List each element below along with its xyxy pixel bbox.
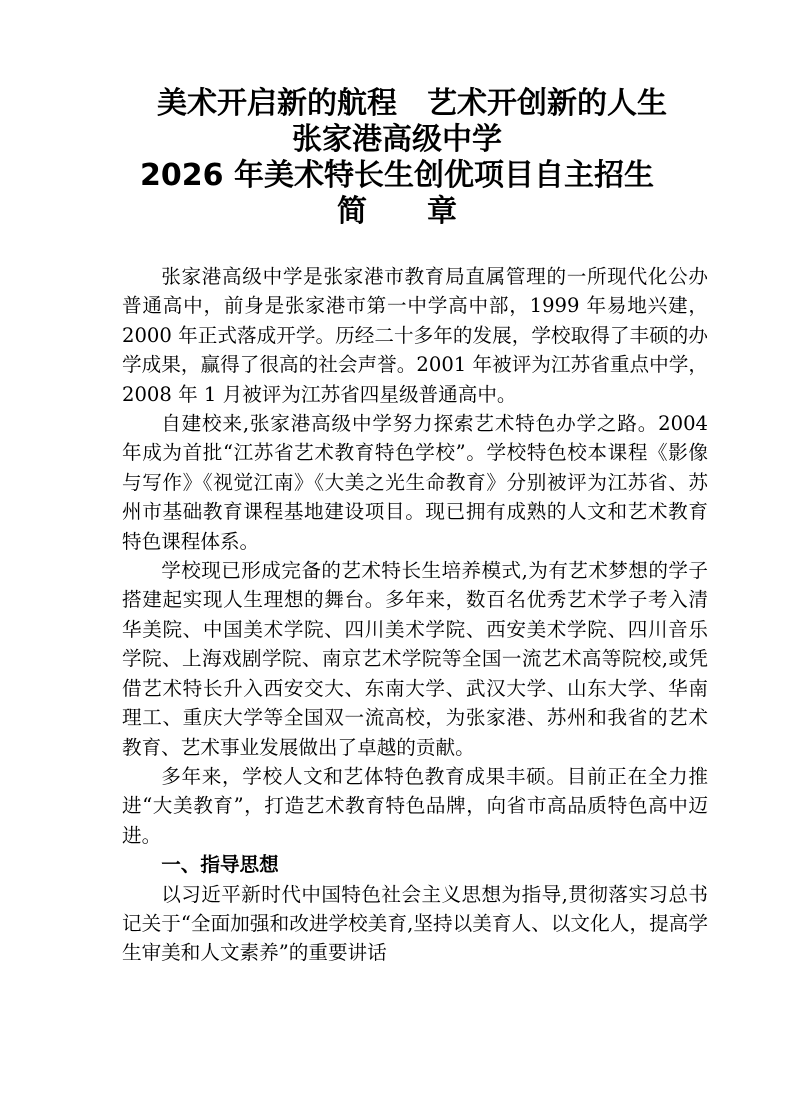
section-heading-guiding-ideology: 一、指导思想 (161, 853, 279, 877)
brochure-title: 简 章 (337, 194, 457, 229)
training-model-paragraph: 学校现已形成完备的艺术特长生培养模式,为有艺术梦想的学子搭建起实现人生理想的舞台。多年来，数百名优秀艺术学子考入清华美院、中国美术学院、四川美术学院、西安美术学院、四川音乐学院、上海戏剧学院、南京艺术学院等全国一流艺术高等院校,或凭借艺术特长升入西安交大、东南大学、武汉大学、山东大学、华南理工、重庆大学等全国双一流高校，为张家港、苏州和我省的艺术教育、艺术事业发展做出了卓越的贡献。 (122, 559, 708, 759)
school-name-title: 张家港高级中学 (292, 122, 502, 157)
document-body (122, 262, 708, 968)
slogan-title: 美术开启新的航程 艺术开创新的人生 (157, 86, 667, 121)
intro-paragraph: 张家港高级中学是张家港市教育局直属管理的一所现代化公办普通高中，前身是张家港市第一中学高中部，1999 年易地兴建，2000 年正式落成开学。历经二十多年的发展，学校取得了丰硕的办学成果，赢得了很高的社会声誉。2001 年被评为江苏省重点中学，2008 年 1 月被评为江苏省四星级普通高中。 (122, 265, 708, 406)
program-title: 2026 年美术特长生创优项目自主招生 (140, 158, 654, 193)
art-history-paragraph: 自建校来,张家港高级中学努力探索艺术特色办学之路。2004 年成为首批“江苏省艺术教育特色学校”。学校特色校本课程《影像与写作》《视觉江南》《大美之光生命教育》分别被评为江苏省、苏州市基础教育课程基地建设项目。现已拥有成熟的人文和艺术教育特色课程体系。 (122, 412, 708, 553)
achievements-paragraph: 多年来，学校人文和艺体特色教育成果丰硕。目前正在全力推进“大美教育”，打造艺术教育特色品牌，向省市高品质特色高中迈进。 (122, 764, 708, 847)
guiding-ideology-paragraph: 以习近平新时代中国特色社会主义思想为指导,贯彻落实习总书记关于“全面加强和改进学校美育,坚持以美育人、以文化人，提高学生审美和人文素养”的重要讲话 (122, 882, 708, 965)
title-block (0, 86, 794, 230)
